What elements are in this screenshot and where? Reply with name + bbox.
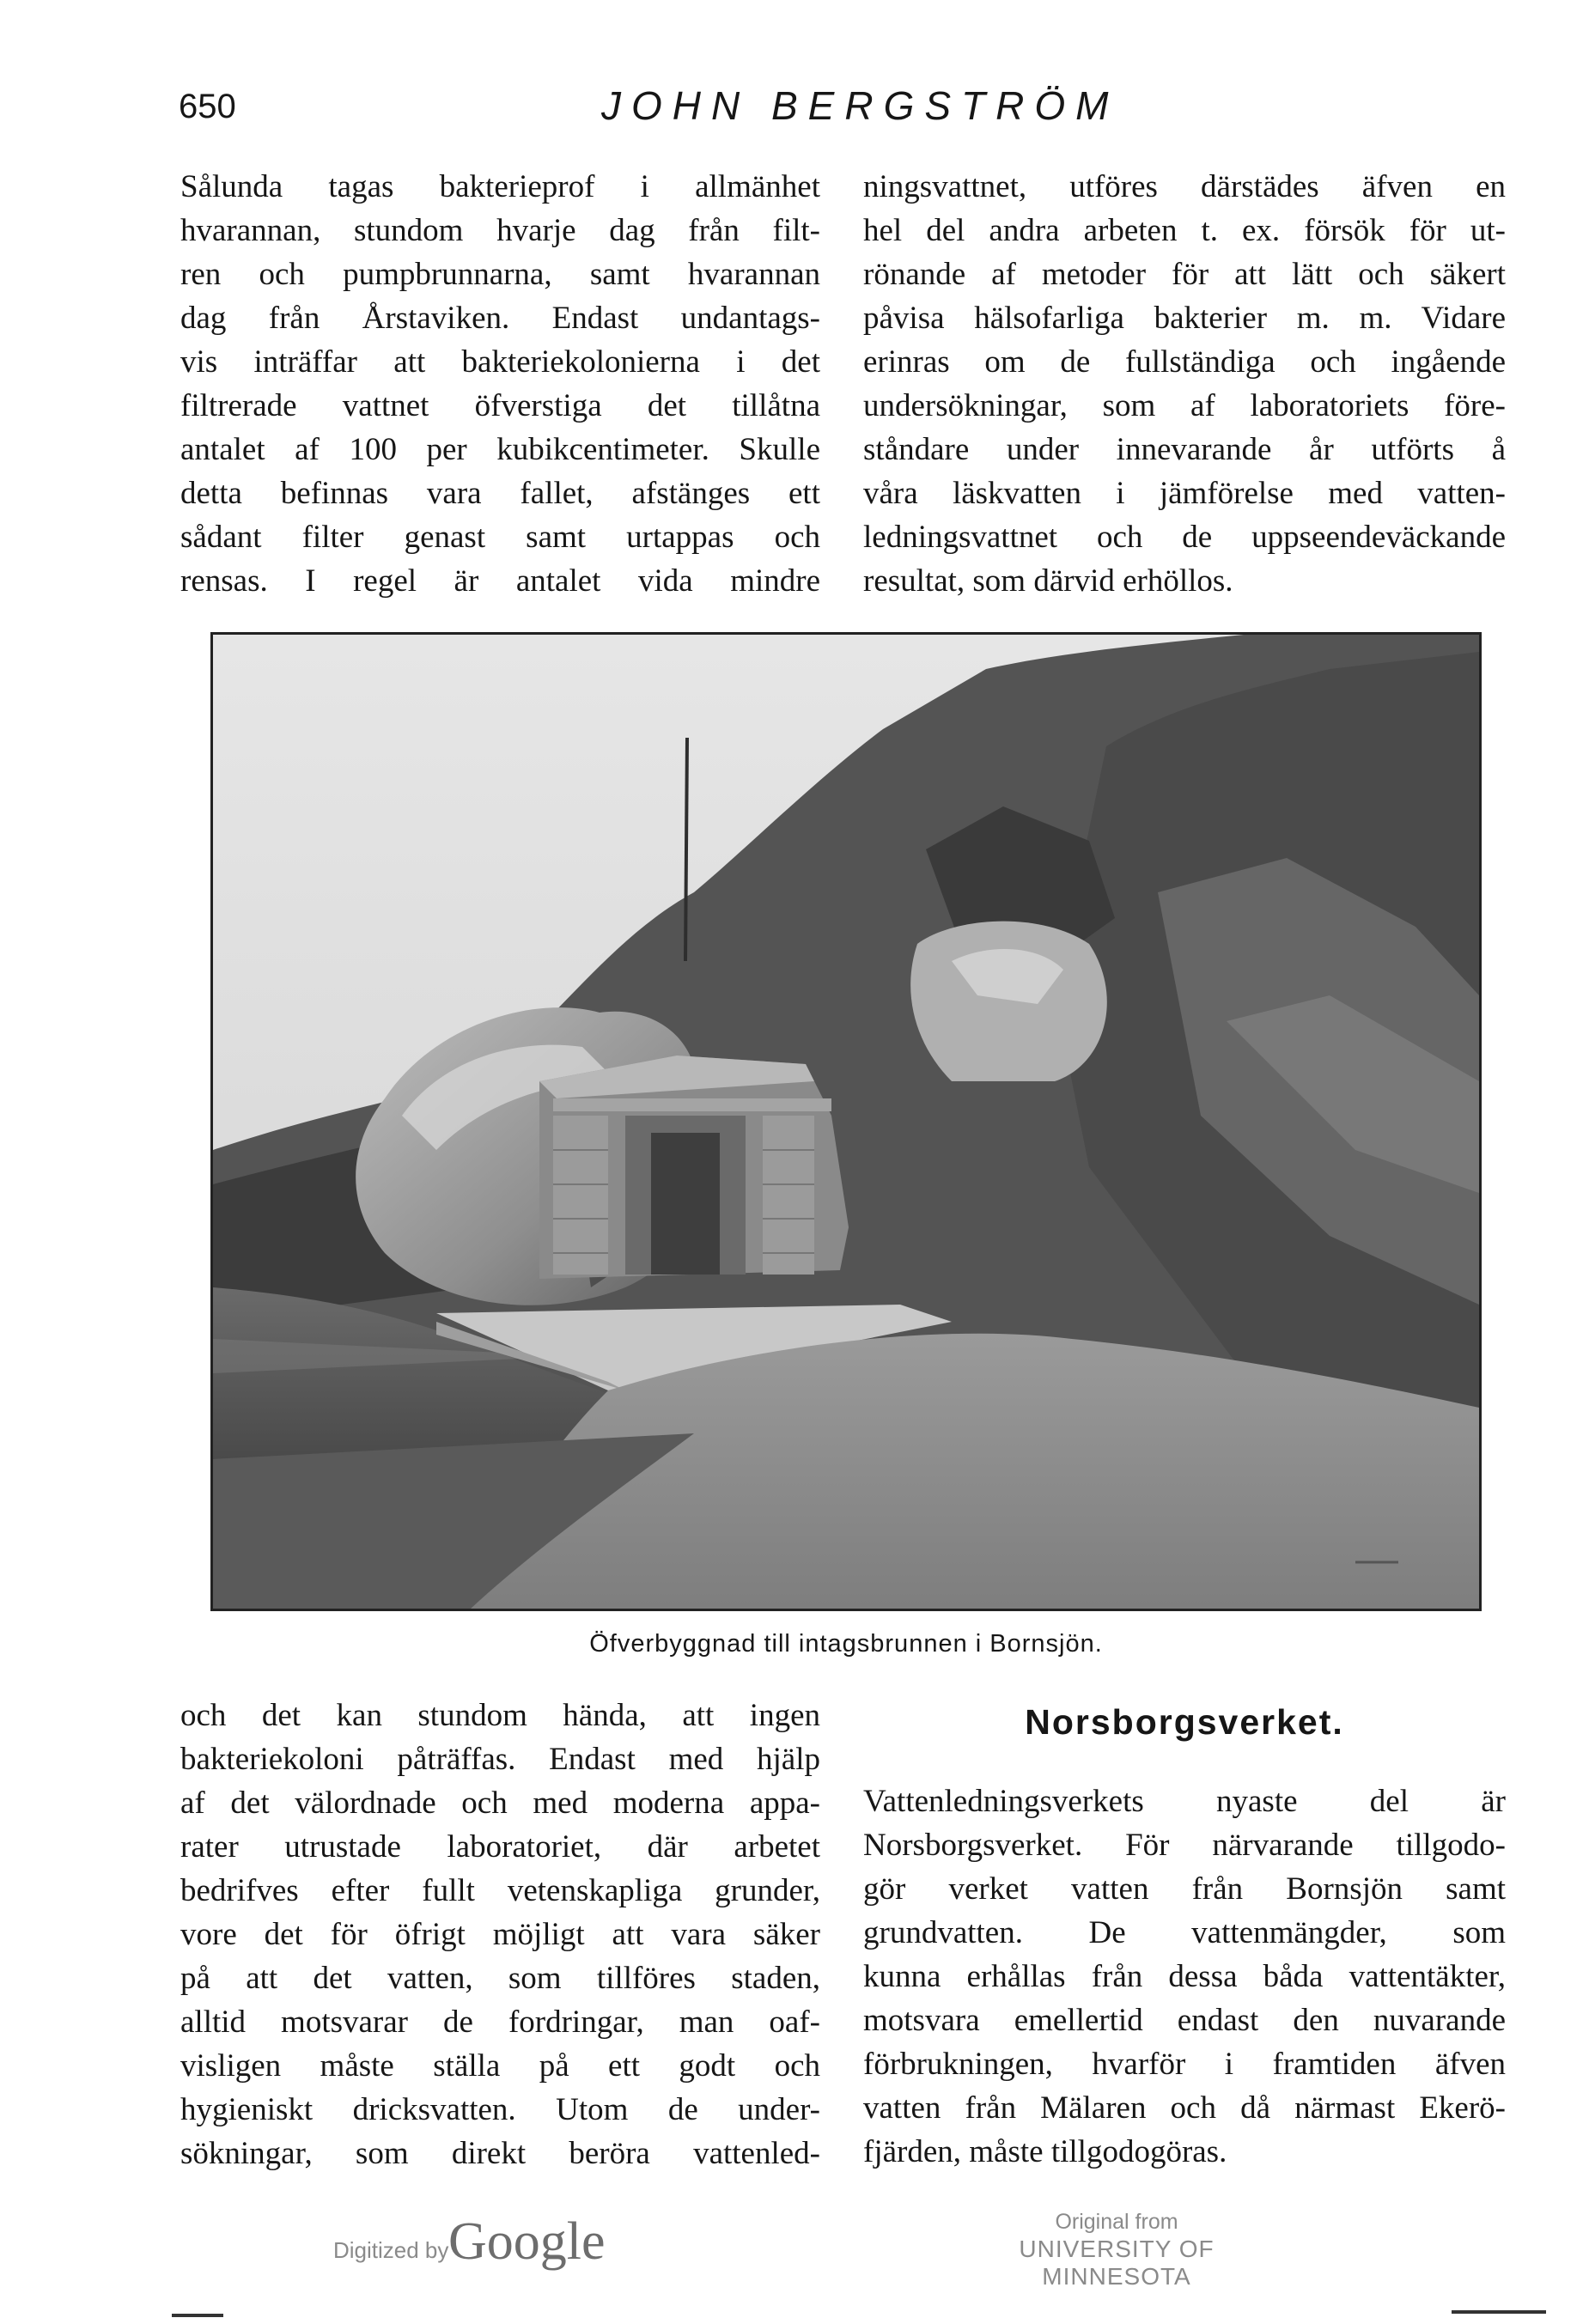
text-line: kunna erhållas från dessa båda vattentäkter, bbox=[863, 1959, 1506, 1994]
text-line: antalet af 100 per kubikcentimeter. Skulle bbox=[180, 432, 820, 467]
text-line: fjärden, måste tillgodogöras. bbox=[863, 2134, 1227, 2169]
text-line: vatten från Mälaren och då närmast Ekerö- bbox=[863, 2090, 1506, 2126]
text-line: af det välordnade och med moderna appa- bbox=[180, 1786, 820, 1821]
digitized-by-label: Digitized by bbox=[333, 2237, 449, 2263]
text-line: grundvatten. De vattenmängder, som bbox=[863, 1915, 1506, 1950]
google-logo: Google bbox=[448, 2212, 606, 2271]
university-label: UNIVERSITY OF MINNESOTA bbox=[1019, 2236, 1215, 2290]
page-number: 650 bbox=[179, 88, 236, 125]
text-column-top-left bbox=[180, 165, 820, 603]
text-line: och det kan stundom hända, att ingen bbox=[180, 1698, 820, 1733]
text-line: alltid motsvarar de fordringar, man oaf- bbox=[180, 2005, 820, 2040]
text-line: ren och pumpbrunnarna, samt hvarannan bbox=[180, 257, 820, 292]
text-line: hygieniskt dricksvatten. Utom de under- bbox=[180, 2092, 820, 2127]
text-line: rönande af metoder för att lätt och säkert bbox=[863, 257, 1506, 292]
text-line: sådant filter genast samt urtappas och bbox=[180, 520, 820, 555]
figure-caption: Öfverbyggnad till intagsbrunnen i Bornsjön. bbox=[589, 1630, 1103, 1658]
text-line: undersökningar, som af laboratoriets före- bbox=[863, 388, 1506, 423]
scan-edge-mark bbox=[1452, 2310, 1546, 2314]
text-column-top-right bbox=[863, 165, 1506, 603]
text-line: visligen måste ställa på ett godt och bbox=[180, 2048, 820, 2084]
text-line: våra läskvatten i jämförelse med vatten- bbox=[863, 476, 1506, 511]
text-line: hvarannan, stundom hvarje dag från filt- bbox=[180, 213, 820, 248]
text-line: hel del andra arbeten t. ex. försök för ut- bbox=[863, 213, 1506, 248]
text-line: filtrerade vattnet öfverstiga det tillåtna bbox=[180, 388, 820, 423]
text-line: bakteriekoloni påträffas. Endast med hjälp bbox=[180, 1742, 820, 1777]
text-line: på att det vatten, som tillföres staden, bbox=[180, 1961, 820, 1996]
text-line: bedrifves efter fullt vetenskapliga grunder, bbox=[180, 1873, 820, 1908]
running-title: JOHN BERGSTRÖM bbox=[601, 83, 1119, 128]
text-line: ståndare under innevarande år utförts å bbox=[863, 432, 1506, 467]
text-line: Sålunda tagas bakterieprof i allmänhet bbox=[180, 169, 820, 204]
text-line: Vattenledningsverkets nyaste del är bbox=[863, 1784, 1506, 1819]
text-line: förbrukningen, hvarför i framtiden äfven bbox=[863, 2047, 1506, 2082]
section-heading: Norsborgsverket. bbox=[1025, 1702, 1344, 1742]
text-line: rater utrustade laboratoriet, där arbetet bbox=[180, 1829, 820, 1865]
text-line: detta befinnas vara fallet, afstänges ett bbox=[180, 476, 820, 511]
text-line: vore det för öfrigt möjligt att vara säker bbox=[180, 1917, 820, 1952]
photograph-intake-well-building bbox=[210, 632, 1482, 1611]
text-line: ningsvattnet, utföres därstädes äfven en bbox=[863, 169, 1506, 204]
text-line: Norsborgsverket. För närvarande tillgodo- bbox=[863, 1828, 1506, 1863]
text-line: motsvara emellertid endast den nuvarande bbox=[863, 2003, 1506, 2038]
original-from-label: Original from bbox=[1055, 2210, 1178, 2234]
text-line: vis inträffar att bakteriekolonierna i det bbox=[180, 344, 820, 380]
text-column-bottom-left bbox=[180, 1694, 820, 2175]
text-line: erinras om de fullständiga och ingående bbox=[863, 344, 1506, 380]
text-line: sökningar, som direkt beröra vattenled- bbox=[180, 2136, 820, 2171]
text-column-bottom-right bbox=[863, 1780, 1506, 2174]
text-line: gör verket vatten från Bornsjön samt bbox=[863, 1871, 1506, 1907]
scan-edge-mark bbox=[172, 2314, 223, 2317]
text-line: påvisa hälsofarliga bakterier m. m. Vidare bbox=[863, 301, 1506, 336]
text-line: dag från Årstaviken. Endast undantags- bbox=[180, 301, 820, 336]
text-line: ledningsvattnet och de uppseendeväckande bbox=[863, 520, 1506, 555]
text-line: resultat, som därvid erhöllos. bbox=[863, 563, 1233, 599]
text-line: rensas. I regel är antalet vida mindre bbox=[180, 563, 820, 599]
